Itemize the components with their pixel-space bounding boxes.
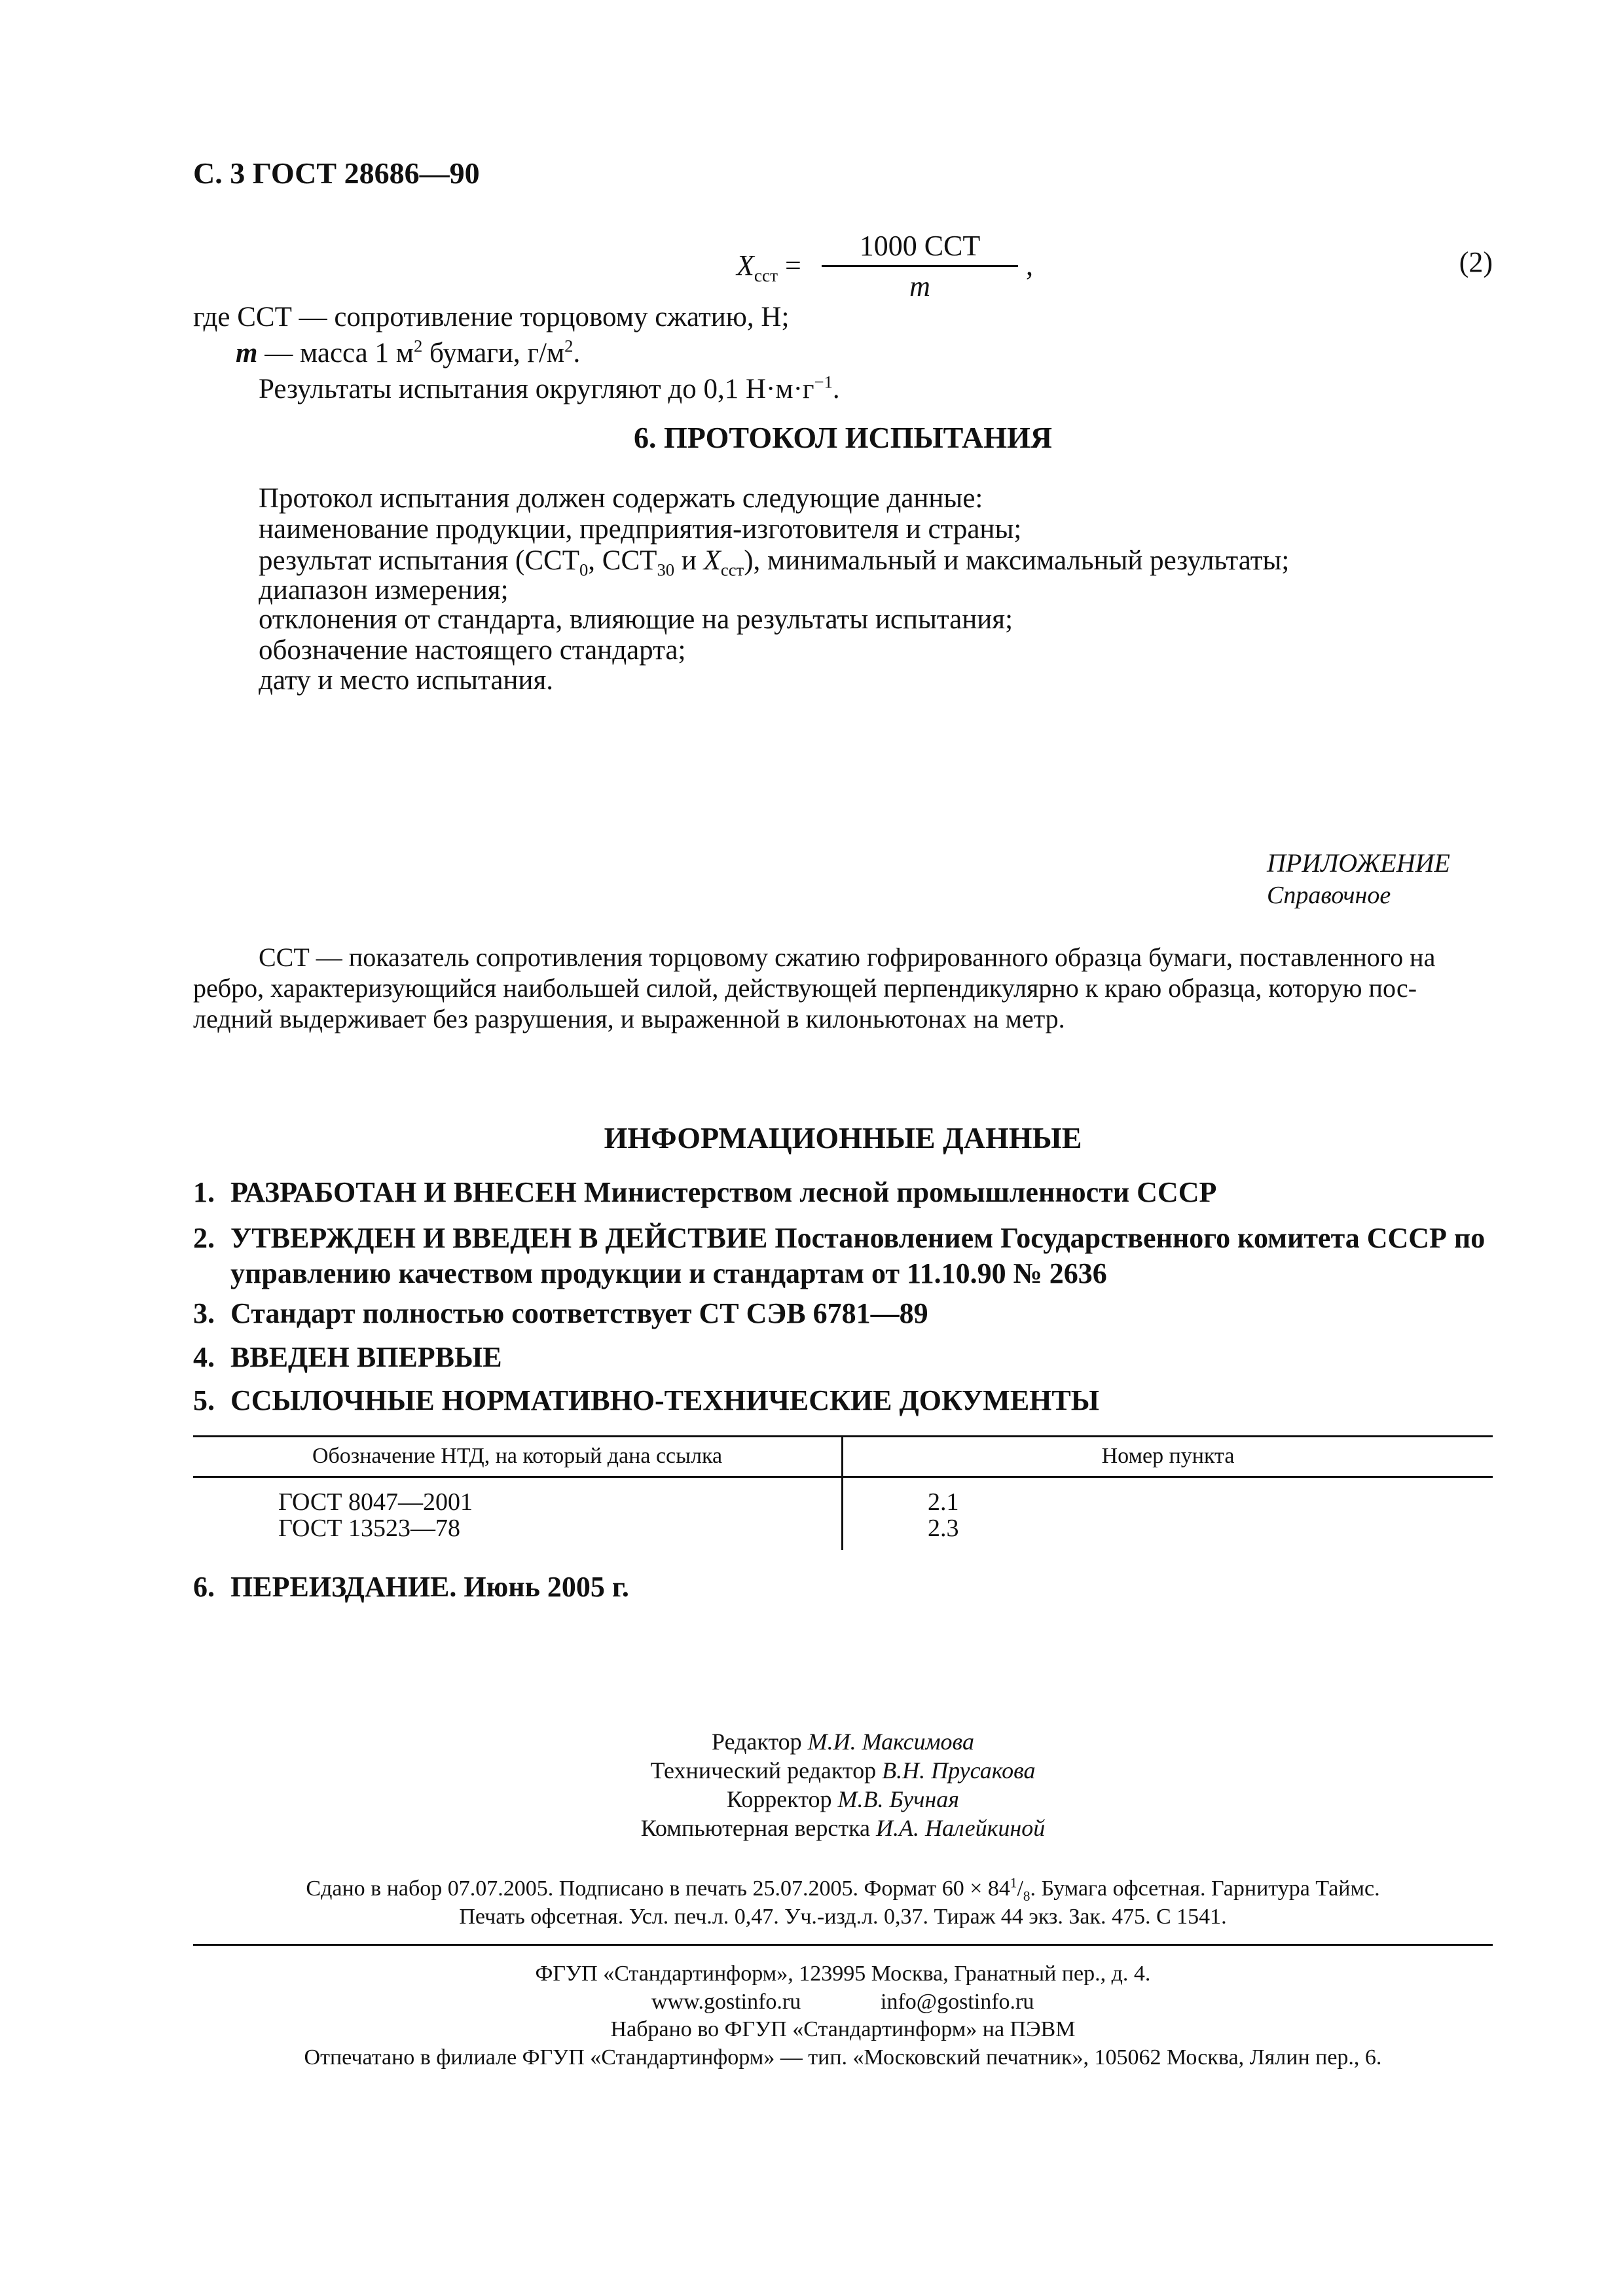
info-item-body-line-2: управлению качеством продукции и стандартам от 11.10.90 № 2636: [230, 1257, 1107, 1289]
info-item-number: 2.: [193, 1222, 215, 1254]
appendix-text-line-2: ребро, характеризующийся наибольшей силой, действующей перпендикулярно к краю образца, которую пос-: [193, 973, 1417, 1003]
table-header-clause: Номер пункта: [1101, 1444, 1235, 1468]
info-item-text: Стандарт полностью соответствует СТ СЭВ 6781—89: [230, 1297, 928, 1329]
info-item-caps: РАЗРАБОТАН И ВНЕСЕН: [230, 1176, 577, 1208]
print-info-line-1-b: . Бумага офсетная. Гарнитура Таймс.: [1030, 1876, 1380, 1901]
legend-line-3: [259, 372, 840, 407]
info-item-caps: ПЕРЕИЗДАНИЕ.: [230, 1571, 457, 1603]
protocol-item-2-d: ), минимальный и максимальный результаты;: [744, 545, 1290, 576]
legend-line-1: где ССТ — сопротивление торцовому сжатию, Н;: [193, 302, 790, 332]
legend-line-2-b: бумаги, г/м: [422, 338, 565, 368]
format-fraction-denominator: 8: [1023, 1888, 1030, 1904]
info-item-number: 4.: [193, 1341, 215, 1373]
credit-name: И.А. Налейкиной: [876, 1815, 1046, 1841]
credit-name: М.В. Бучная: [837, 1786, 959, 1812]
formula-var: X: [737, 249, 754, 281]
info-item-1: [193, 1175, 1493, 1210]
info-item-number: 6.: [193, 1571, 215, 1603]
info-item-caps: УТВЕРЖДЕН И ВВЕДЕН В ДЕЙСТВИЕ: [230, 1222, 768, 1254]
protocol-item-2-a: результат испытания (ССТ: [259, 545, 579, 576]
legend-line-3-sup: −1: [814, 372, 833, 392]
info-item-number: 5.: [193, 1384, 215, 1416]
formula-lhs: [737, 249, 801, 285]
print-info-line-2: Печать офсетная. Усл. печ.л. 0,47. Уч.-изд.л. 0,37. Тираж 44 экз. Зак. 475. С 1541.: [459, 1905, 1227, 1929]
info-item-2: [193, 1221, 1493, 1293]
credit-role: Редактор: [712, 1729, 808, 1755]
print-info-line-1: [193, 1875, 1493, 1903]
formula: [737, 229, 1033, 302]
formula-fraction: [822, 229, 1018, 303]
format-fraction-slash: /: [1017, 1876, 1023, 1901]
info-item-text: ССЫЛОЧНЫЕ НОРМАТИВНО-ТЕХНИЧЕСКИЕ ДОКУМЕНТЫ: [230, 1384, 1099, 1416]
protocol-item-4: отклонения от стандарта, влияющие на результаты испытания;: [259, 604, 1013, 635]
format-fraction-numerator: 1: [1010, 1874, 1017, 1891]
legend-line-3-b: .: [832, 374, 840, 404]
table-cell-clause-2: 2.3: [928, 1515, 959, 1542]
credit-role: Компьютерная верстка: [640, 1815, 877, 1841]
appendix-subtitle: Справочное: [1267, 882, 1391, 909]
info-item-6: [193, 1570, 1493, 1605]
credit-role: Корректор: [726, 1786, 838, 1812]
section-title-info: ИНФОРМАЦИОННЫЕ ДАННЫЕ: [604, 1121, 1082, 1155]
protocol-item-2-sub2: 30: [657, 560, 675, 580]
publisher-website-link[interactable]: www.gostinfo.ru: [651, 1990, 801, 2014]
table-header-document: Обозначение НТД, на который дана ссылка: [312, 1444, 723, 1468]
imprint-divider: [193, 1944, 1493, 1946]
protocol-item-6: дату и место испытания.: [259, 665, 553, 696]
formula-equals: =: [785, 249, 801, 281]
formula-var-sub: сст: [754, 265, 778, 285]
info-item-3: [193, 1296, 1493, 1331]
info-item-number: 1.: [193, 1176, 215, 1208]
credit-layout: [193, 1814, 1493, 1842]
page-header: С. 3 ГОСТ 28686—90: [193, 156, 480, 190]
section-title-protocol: 6. ПРОТОКОЛ ИСПЫТАНИЯ: [633, 421, 1053, 454]
credit-tech-editor: [193, 1757, 1493, 1784]
protocol-item-2-c: и: [674, 545, 704, 576]
appendix-text-line-3: ледний выдерживает без разрушения, и выраженной в килоньютонах на метр.: [193, 1004, 1065, 1033]
protocol-item-3: диапазон измерения;: [259, 575, 509, 605]
info-item-body: Постановлением Государственного комитета СССР по: [767, 1222, 1486, 1254]
appendix-title: ПРИЛОЖЕНИЕ: [1267, 848, 1450, 878]
formula-numerator: 1000 ССТ: [859, 230, 981, 262]
formula-denominator: m: [909, 270, 930, 302]
info-item-text: [230, 1175, 1493, 1210]
publisher-typeset: Набрано во ФГУП «Стандартинформ» на ПЭВМ: [610, 2017, 1076, 2041]
credit-name: В.Н. Прусакова: [882, 1757, 1036, 1784]
print-info-line-1-a: Сдано в набор 07.07.2005. Подписано в печать 25.07.2005. Формат 60 × 84: [306, 1876, 1010, 1901]
info-item-text: ВВЕДЕН ВПЕРВЫЕ: [230, 1341, 502, 1373]
publisher-address: ФГУП «Стандартинформ», 123995 Москва, Гранатный пер., д. 4.: [535, 1962, 1151, 1986]
protocol-item-2-sub1: 0: [579, 560, 589, 580]
credit-role: Технический редактор: [650, 1757, 883, 1784]
credit-editor: [193, 1728, 1493, 1755]
protocol-item-1: наименование продукции, предприятия-изготовителя и страны;: [259, 514, 1022, 545]
table-cell-doc-2: ГОСТ 13523—78: [278, 1515, 460, 1542]
legend-line-2: [236, 336, 580, 371]
info-item-4: [193, 1340, 1493, 1375]
table-cell-clause-1: 2.1: [928, 1488, 959, 1516]
info-item-5: [193, 1383, 1493, 1418]
legend-line-2-a: — масса 1 м: [257, 338, 414, 368]
protocol-item-2-b: , ССТ: [588, 545, 657, 576]
reference-table: [193, 1435, 1493, 1550]
credit-proofreader: [193, 1785, 1493, 1813]
protocol-item-5: обозначение настоящего стандарта;: [259, 635, 686, 666]
protocol-item-2-var: X: [703, 545, 721, 576]
publisher-email-link[interactable]: info@gostinfo.ru: [881, 1990, 1034, 2014]
fraction-bar: [822, 265, 1018, 267]
legend-line-3-a: Результаты испытания округляют до 0,1 Н·м·г: [259, 374, 814, 404]
info-item-text: [230, 1221, 1493, 1291]
legend-line-2-sup: 2: [413, 336, 423, 356]
legend-line-2-c: .: [573, 338, 581, 368]
protocol-intro: Протокол испытания должен содержать следующие данные:: [259, 483, 983, 514]
publisher-contacts: [193, 1988, 1493, 2016]
legend-line-2-sup2: 2: [564, 336, 574, 356]
formula-number: (2): [1459, 246, 1493, 278]
info-item-body: Июнь 2005 г.: [456, 1571, 629, 1603]
legend-var-m: m: [236, 338, 258, 368]
info-item-body: Министерством лесной промышленности СССР: [576, 1176, 1217, 1208]
info-item-number: 3.: [193, 1297, 215, 1329]
formula-comma: ,: [1026, 249, 1033, 281]
publisher-printed: Отпечатано в филиале ФГУП «Стандартинформ» — тип. «Московский печатник», 105062 Москва, Лялин пер., 6.: [304, 2045, 1382, 2070]
credit-name: М.И. Максимова: [807, 1729, 974, 1755]
table-cell-doc-1: ГОСТ 8047—2001: [278, 1488, 473, 1516]
protocol-item-2-sub3: сст: [720, 560, 744, 580]
appendix-text-line-1: ССТ — показатель сопротивления торцовому сжатию гофрированного образца бумаги, поставленного на: [259, 942, 1436, 972]
info-item-text: [230, 1570, 1493, 1605]
